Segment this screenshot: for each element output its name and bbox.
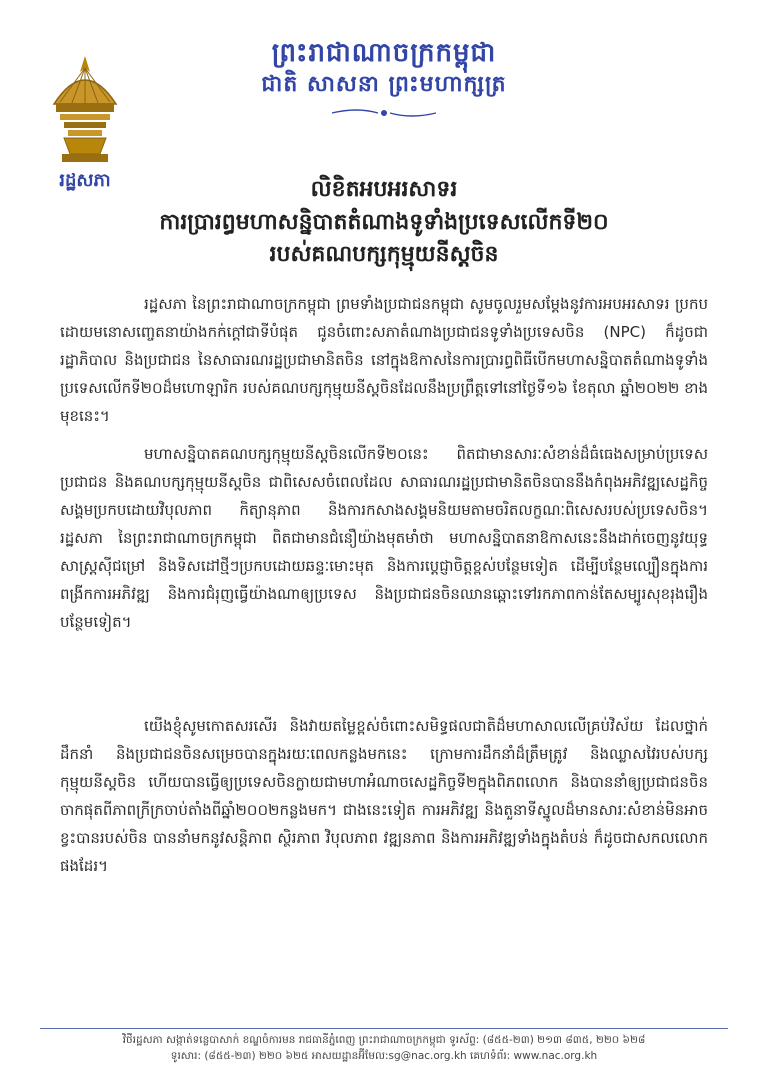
body-paragraph-2: មហាសន្និបាតគណបក្សកុម្មុយនីស្តចិនលើកទី២០នេះ ពិតជាមានសារៈសំខាន់ដ៏ធំធេងសម្រាប់ប្រទេស ប្រជាជន និងគណបក្សកុម្មុយនីស្តចិន ជាពិសេសចំពេលដែល សាធារណរដ្ឋប្រជាមានិតចិនបាននឹងកំពុងអភិវឌ្ឍសេដ្ឋកិច្ចសង្គមប្រកបដោយវិបុលភាព កិត្យានុភាព និងការកសាងសង្គមនិយមតាមចរិតលក្ខណៈពិសេសរបស់ប្រទេសចិន។ រដ្ឋសភា នៃព្រះរាជាណាចក្រកម្ពុជា ពិតជាមានជំនឿយ៉ាងមុតមាំថា មហាសន្និបាតនាឱកាសនេះនឹងដាក់ចេញនូវយុទ្ធសាស្ត្រស៊ីជម្រៅ និងទិសដៅថ្មីៗប្រកបដោយឆន្ទៈមោះមុត និងការប្តេជ្ញាចិត្តខ្ពស់បន្ថែមទៀត ដើម្បីបន្ថែមល្បឿនក្នុងការពង្រីកការអភិវឌ្ឍ និងការជំរុញធ្វើយ៉ាងណាឲ្យប្រទេស និងប្រជាជនចិនឈានឆ្ពោះទៅរកភាពកាន់តែសម្បូរសុខរុងរឿងបន្ថែមទៀត។ [60, 445, 708, 631]
footer-address: វិថីរដ្ឋសភា សង្កាត់ទន្លេបាសាក់ ខណ្ឌចំការមន រាជធានីភ្នំពេញ ព្រះរាជាណាចក្រកម្ពុជា ទូរស័ព្ទ: (៨៥៥-២៣) ២១៣ ៨៣៥, ២២០ ៦២៨ [122, 1034, 646, 1046]
body-paragraph-1: រដ្ឋសភា នៃព្រះរាជាណាចក្រកម្ពុជា ព្រមទាំងប្រជាជនកម្ពុជា សូមចូលរួមសម្តែងនូវការអបអរសាទរ ប្រកបដោយមនោសញ្ចេតនាយ៉ាងកក់ក្តៅជាទីបំផុត ជូនចំពោះសភាតំណាងប្រជាជនទូទាំងប្រទេសចិន (NPC) ក៏ដូចជារដ្ឋាភិបាល និងប្រជាជន នៃសាធារណរដ្ឋប្រជាមានិតចិន នៅក្នុងឱកាសនៃការប្រារព្ធពិធីបើកមហាសន្និបាតតំណាងទូទាំងប្រទេសលើកទី២០ដ៏មហោឡារិក របស់គណបក្សកុម្មុយនីស្តចិនដែលនឹងប្រព្រឹត្តទៅនៅថ្ងៃទី១៦ ខែតុលា ឆ្នាំ២០២២ ខាងមុខនេះ។ [60, 295, 708, 425]
institution-label: រដ្ឋសភា [59, 170, 111, 191]
body-paragraph-3: យើងខ្ញុំសូមកោតសរសើរ និងវាយតម្លៃខ្ពស់ចំពោះសមិទ្ធផលជាតិដ៏មហាសាលលើគ្រប់វិស័យ ដែលថ្នាក់ដឹកនាំ និងប្រជាជនចិនសម្រេចបានក្នុងរយៈពេលកន្លងមកនេះ ក្រោមការដឹកនាំដ៏ត្រឹមត្រូវ និងឈ្លាសវៃរបស់បក្សកុម្មុយនីស្តចិន ហើយបានធ្វើឲ្យប្រទេសចិនក្លាយជាមហាអំណាចសេដ្ឋកិច្ចទី២ក្នុងពិភពលោក និងបាននាំឲ្យប្រជាជនចិនចាកផុតពីភាពក្រីក្រចាប់តាំងពីឆ្នាំ២០០២កន្លងមក។ ជាងនេះទៀត ការអភិវឌ្ឍ និងតួនាទីស្នូលដ៏មានសារៈសំខាន់មិនអាចខ្វះបានរបស់ចិន បាននាំមកនូវសន្តិភាព ស្ថិរភាព វិបុលភាព វឌ្ឍនភាព និងការអភិវឌ្ឍទាំងក្នុងតំបន់ ក៏ដូចជាសកលលោកផងដែរ។ [60, 717, 708, 875]
letter-subtitle-line-2: របស់គណបក្សកុម្មុយនីស្តចិន [269, 242, 499, 267]
national-assembly-emblem-icon [46, 54, 124, 166]
footer-contact: ទូរសារ: (៨៥៥-២៣) ២២០ ៦២៥ អាសយដ្ឋានអ៊ីមែល:sg@nac.org.kh គេហទំព័រ: www.nac.org.kh [170, 1050, 598, 1062]
letter-title: លិខិតអបអរសាទរ [310, 177, 458, 202]
letter-subtitle-line-1: ការប្រារព្ធមហាសន្និបាតតំណាងទូទាំងប្រទេសលើកទី២០ [159, 210, 609, 235]
footer-divider [40, 1028, 728, 1029]
divider-ornament [330, 106, 438, 120]
national-motto: ជាតិ សាសនា ព្រះមហាក្សត្រ [261, 72, 507, 97]
kingdom-heading: ព្រះរាជាណាចក្រកម្ពុជា [271, 38, 497, 68]
